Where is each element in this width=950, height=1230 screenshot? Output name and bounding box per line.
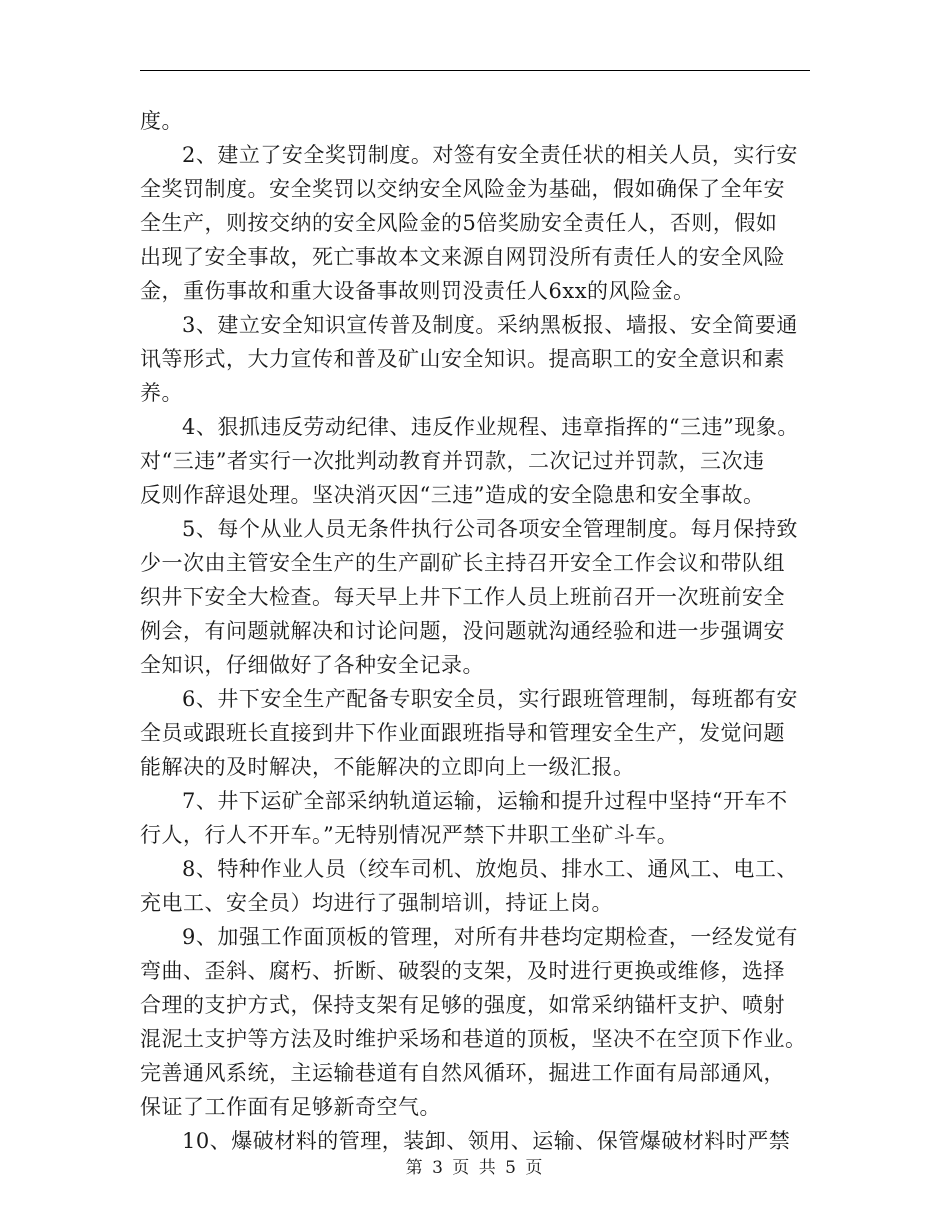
text-line: 全员或跟班长直接到井下作业面跟班指导和管理安全生产，发觉问题 (140, 721, 785, 745)
text-line: 反则作辞退处理。坚决消灭因“三违”造成的安全隐患和安全事故。 (140, 483, 765, 507)
paragraph (140, 852, 810, 920)
text-line: 3、建立安全知识宣传普及制度。采纳黑板报、墙报、安全简要通 (182, 313, 798, 337)
paragraph (140, 138, 810, 308)
text-line: 2、建立了安全奖罚制度。对签有安全责任状的相关人员，实行安 (182, 143, 798, 167)
text-line: 全生产，则按交纳的安全风险金的5倍奖励安全责任人，否则，假如 (140, 211, 778, 235)
text-line: 全奖罚制度。安全奖罚以交纳安全风险金为基础，假如确保了全年安 (140, 177, 785, 201)
paragraph (140, 308, 810, 410)
page-footer: 第 3 页 共 5 页 (405, 1158, 545, 1178)
text-line: 全知识，仔细做好了各种安全记录。 (140, 653, 484, 677)
paragraph (140, 920, 810, 1124)
text-line: 少一次由主管安全生产的生产副矿长主持召开安全工作会议和带队组 (140, 551, 785, 575)
document-body (140, 104, 810, 1158)
text-line: 混泥土支护等方法及时维护采场和巷道的顶板，坚决不在空顶下作业。 (140, 1027, 807, 1051)
text-line: 合理的支护方式，保持支架有足够的强度，如常采纳锚杆支护、喷射 (140, 993, 785, 1017)
header-rule (140, 70, 810, 71)
text-line: 7、井下运矿全部采纳轨道运输，运输和提升过程中坚持“开车不 (182, 789, 788, 813)
text-line: 对“三违”者实行一次批判动教育并罚款，二次记过并罚款，三次违 (140, 449, 765, 473)
text-line: 8、特种作业人员（绞车司机、放炮员、排水工、通风工、电工、 (182, 857, 798, 881)
text-line: 讯等形式，大力宣传和普及矿山安全知识。提高职工的安全意识和素 (140, 347, 785, 371)
text-line: 充电工、安全员）均进行了强制培训，持证上岗。 (140, 891, 613, 915)
text-line: 例会，有问题就解决和讨论问题，没问题就沟通经验和进一步强调安 (140, 619, 785, 643)
paragraph (140, 410, 810, 512)
text-line: 弯曲、歪斜、腐朽、折断、破裂的支架，及时进行更换或维修，选择 (140, 959, 785, 983)
text-line: 4、狠抓违反劳动纪律、违反作业规程、违章指挥的“三违”现象。 (182, 415, 799, 439)
text-line: 织井下安全大检查。每天早上井下工作人员上班前召开一次班前安全 (140, 585, 785, 609)
paragraph (140, 682, 810, 784)
text-line: 行人，行人不开车。”无特别情况严禁下井职工坐矿斗车。 (140, 823, 679, 847)
text-line: 5、每个从业人员无条件执行公司各项安全管理制度。每月保持致 (182, 517, 798, 541)
text-line: 10、爆破材料的管理，装卸、领用、运输、保管爆破材料时严禁 (182, 1129, 791, 1153)
paragraph (140, 512, 810, 682)
text-line: 6、井下安全生产配备专职安全员，实行跟班管理制，每班都有安 (182, 687, 798, 711)
text-line: 养。 (140, 381, 183, 405)
paragraph (140, 784, 810, 852)
paragraph (140, 104, 810, 138)
text-line: 9、加强工作面顶板的管理，对所有井巷均定期检查，一经发觉有 (182, 925, 798, 949)
text-line: 能解决的及时解决，不能解决的立即向上一级汇报。 (140, 755, 635, 779)
text-line: 出现了安全事故，死亡事故本文来源自网罚没所有责任人的安全风险 (140, 245, 785, 269)
text-line: 完善通风系统，主运输巷道有自然风循环，掘进工作面有局部通风， (140, 1061, 785, 1085)
text-line: 度。 (140, 109, 183, 133)
text-line: 金，重伤事故和重大设备事故则罚没责任人6xx的风险金。 (140, 279, 695, 303)
text-line: 保证了工作面有足够新奇空气。 (140, 1095, 441, 1119)
